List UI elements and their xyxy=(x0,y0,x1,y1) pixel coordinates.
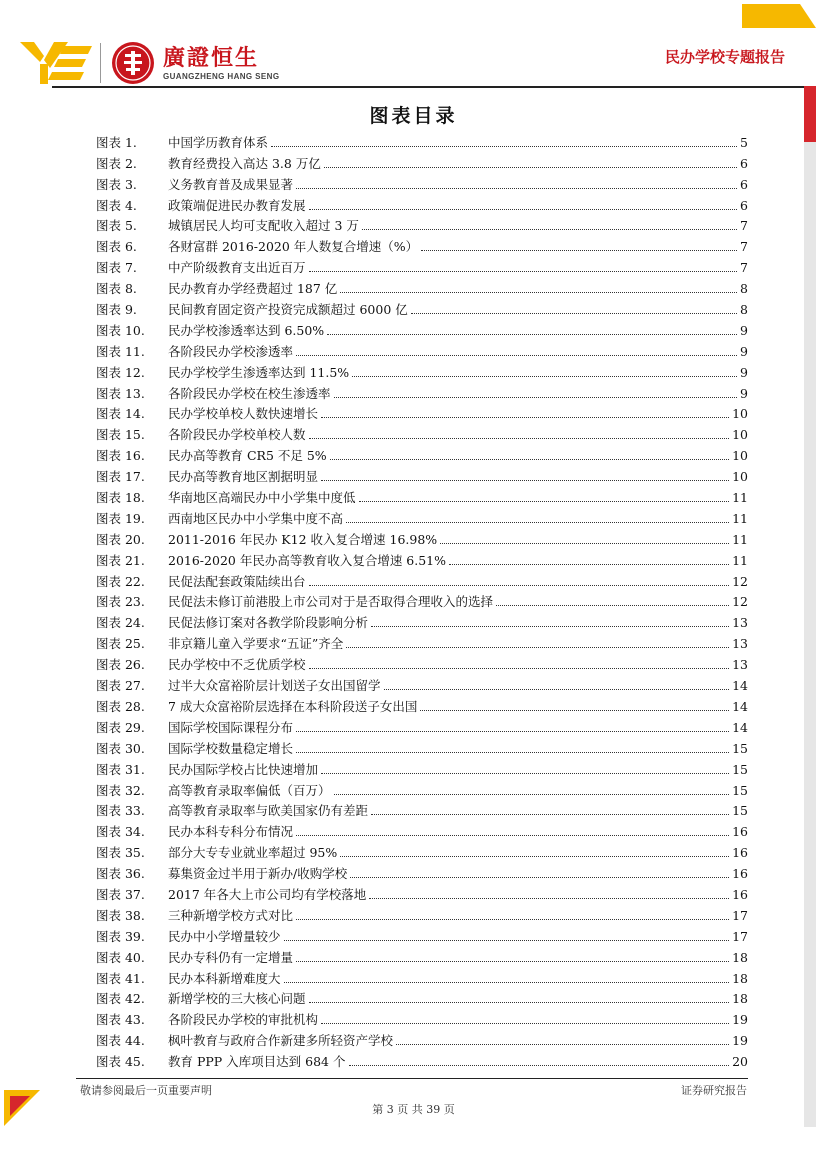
toc-entry[interactable] xyxy=(96,610,748,631)
toc-entry-label: 图表 3. xyxy=(96,176,137,192)
toc-entry-text: 民办本科专科分布情况 xyxy=(168,824,294,840)
toc-entry[interactable] xyxy=(96,1049,748,1070)
toc-entry-label: 图表 39. xyxy=(96,928,145,944)
toc-entry[interactable] xyxy=(96,1028,748,1049)
toc-entry-text: 各阶段民办学校在校生渗透率 xyxy=(168,385,331,401)
toc-entry-page: 7 xyxy=(740,260,748,276)
toc-leader-dots xyxy=(350,877,729,878)
toc-entry-text: 过半大众富裕阶层计划送子女出国留学 xyxy=(168,678,381,694)
toc-entry-label: 图表 15. xyxy=(96,427,145,443)
toc-entry-page: 15 xyxy=(732,740,748,756)
toc-entry[interactable] xyxy=(96,130,748,151)
toc-entry-label: 图表 23. xyxy=(96,594,145,610)
toc-leader-dots xyxy=(309,668,730,669)
toc-entry-label: 图表 31. xyxy=(96,761,145,777)
toc-entry-text: 各阶段民办学校的审批机构 xyxy=(168,1012,319,1028)
toc-leader-dots xyxy=(359,501,730,502)
toc-leader-dots xyxy=(362,229,737,230)
toc-entry-page: 9 xyxy=(740,322,748,338)
toc-entry-text: 民办高等教育 CR5 不足 5% xyxy=(168,448,327,464)
footer-divider xyxy=(76,1078,748,1079)
toc-entry-page: 16 xyxy=(732,866,748,882)
toc-entry[interactable] xyxy=(96,631,748,652)
toc-entry-text: 三种新增学校方式对比 xyxy=(168,907,294,923)
toc-entry-label: 图表 18. xyxy=(96,490,145,506)
toc-entry-page: 6 xyxy=(740,155,748,171)
toc-entry[interactable] xyxy=(96,402,748,423)
toc-entry-page: 13 xyxy=(732,657,748,673)
toc-leader-dots xyxy=(369,898,729,899)
toc-entry-text: 教育 PPP 入库项目达到 684 个 xyxy=(168,1054,346,1070)
toc-entry-page: 11 xyxy=(732,552,748,568)
toc-entry-page: 15 xyxy=(732,782,748,798)
toc-leader-dots xyxy=(296,731,729,732)
toc-entry[interactable] xyxy=(96,652,748,673)
page-number: 第 3 页 共 39 页 xyxy=(372,1103,455,1116)
toc-entry-label: 图表 2. xyxy=(96,155,137,171)
toc-entry-page: 19 xyxy=(732,1012,748,1028)
toc-entry[interactable] xyxy=(96,506,748,527)
toc-entry-text: 民办中小学增量较少 xyxy=(168,928,281,944)
toc-entry-text: 民促法修订案对各教学阶段影响分析 xyxy=(168,615,369,631)
toc-entry-text: 各阶段民办学校渗透率 xyxy=(168,343,294,359)
toc-entry-page: 9 xyxy=(740,385,748,401)
toc-entry[interactable] xyxy=(96,234,748,255)
toc-leader-dots xyxy=(371,626,729,627)
toc-leader-dots xyxy=(296,919,729,920)
toc-entry-text: 民办教育办学经费超过 187 亿 xyxy=(168,281,338,297)
toc-leader-dots xyxy=(309,209,738,210)
toc-entry-label: 图表 36. xyxy=(96,866,145,882)
toc-entry-label: 图表 43. xyxy=(96,1012,145,1028)
toc-entry-page: 7 xyxy=(740,218,748,234)
logo-divider xyxy=(100,43,101,83)
toc-entry-text: 高等教育录取率偏低（百万） xyxy=(168,782,331,798)
toc-entry-label: 图表 41. xyxy=(96,970,145,986)
toc-entry-page: 20 xyxy=(732,1054,748,1070)
toc-leader-dots xyxy=(296,752,729,753)
toc-entry-page: 8 xyxy=(740,281,748,297)
toc-leader-dots xyxy=(296,835,729,836)
toc-entry-label: 图表 19. xyxy=(96,510,145,526)
toc-entry-page: 10 xyxy=(732,469,748,485)
toc-entry-text: 各财富群 2016-2020 年人数复合增速（%） xyxy=(168,239,419,255)
toc-entry-label: 图表 11. xyxy=(96,343,145,359)
toc-entry[interactable] xyxy=(96,464,748,485)
toc-entry-text: 民办专科仍有一定增量 xyxy=(168,949,294,965)
toc-entry-text: 民办国际学校占比快速增加 xyxy=(168,761,319,777)
toc-entry-text: 民办高等教育地区割据明显 xyxy=(168,469,319,485)
toc-title: 图表目录 xyxy=(369,105,458,127)
toc-entry[interactable] xyxy=(96,882,748,903)
toc-leader-dots xyxy=(284,940,730,941)
toc-entry[interactable] xyxy=(96,924,748,945)
toc-leader-dots xyxy=(309,271,738,272)
toc-entry-text: 政策端促进民办教育发展 xyxy=(168,197,306,213)
toc-entry[interactable] xyxy=(96,548,748,569)
toc-entry-text: 国际学校国际课程分布 xyxy=(168,719,294,735)
toc-entry-page: 17 xyxy=(732,907,748,923)
toc-entry-label: 图表 45. xyxy=(96,1054,145,1070)
toc-entry-label: 图表 27. xyxy=(96,678,145,694)
toc-entry-text: 民促法配套政策陆续出台 xyxy=(168,573,306,589)
company-logo xyxy=(20,38,279,88)
toc-entry-text: 民促法未修订前港股上市公司对于是否取得合理收入的选择 xyxy=(168,594,494,610)
toc-entry-label: 图表 24. xyxy=(96,615,145,631)
footer-report-kind: 证券研究报告 xyxy=(681,1084,747,1097)
toc-entry-page: 12 xyxy=(732,573,748,589)
toc-entry[interactable] xyxy=(96,778,748,799)
toc-entry-page: 18 xyxy=(732,970,748,986)
toc-entry-page: 5 xyxy=(740,134,748,150)
toc-leader-dots xyxy=(371,814,729,815)
toc-entry[interactable] xyxy=(96,590,748,611)
toc-leader-dots xyxy=(309,585,730,586)
toc-leader-dots xyxy=(352,376,737,377)
toc-entry-text: 募集资金过半用于新办/收购学校 xyxy=(168,866,348,882)
toc-leader-dots xyxy=(449,564,729,565)
toc-entry-label: 图表 34. xyxy=(96,824,145,840)
toc-entry-label: 图表 16. xyxy=(96,448,145,464)
toc-entry[interactable] xyxy=(96,443,748,464)
toc-leader-dots xyxy=(309,1002,730,1003)
toc-leader-dots xyxy=(384,689,730,690)
toc-entry-label: 图表 28. xyxy=(96,698,145,714)
toc-entry[interactable] xyxy=(96,297,748,318)
toc-entry-label: 图表 6. xyxy=(96,239,137,255)
toc-leader-dots xyxy=(309,438,730,439)
toc-entry-text: 7 成大众富裕阶层选择在本科阶段送子女出国 xyxy=(168,698,418,714)
toc-entry-page: 6 xyxy=(740,176,748,192)
toc-entry[interactable] xyxy=(96,715,748,736)
toc-entry-page: 17 xyxy=(732,928,748,944)
toc-entry[interactable] xyxy=(96,527,748,548)
toc-entry-label: 图表 8. xyxy=(96,281,137,297)
toc-entry-label: 图表 1. xyxy=(96,134,137,150)
toc-entry-page: 13 xyxy=(732,615,748,631)
toc-entry[interactable] xyxy=(96,694,748,715)
toc-leader-dots xyxy=(321,417,729,418)
logo-english-name: GUANGZHENG HANG SENG xyxy=(163,71,280,81)
side-accent-bar xyxy=(804,86,816,1127)
toc-entry-text: 民间教育固定资产投资完成额超过 6000 亿 xyxy=(168,302,408,318)
toc-entry-label: 图表 29. xyxy=(96,719,145,735)
toc-entry-label: 图表 38. xyxy=(96,907,145,923)
toc-entry-page: 10 xyxy=(732,448,748,464)
toc-entry-label: 图表 4. xyxy=(96,197,137,213)
toc-entry-label: 图表 32. xyxy=(96,782,145,798)
toc-leader-dots xyxy=(271,146,737,147)
toc-entry-page: 11 xyxy=(732,531,748,547)
toc-entry-label: 图表 40. xyxy=(96,949,145,965)
toc-leader-dots xyxy=(284,982,730,983)
toc-entry-page: 14 xyxy=(732,678,748,694)
toc-entry[interactable] xyxy=(96,193,748,214)
toc-entry-page: 12 xyxy=(732,594,748,610)
toc-entry-label: 图表 44. xyxy=(96,1033,145,1049)
toc-leader-dots xyxy=(327,334,737,335)
header-accent-fold xyxy=(800,4,816,28)
toc-entry-label: 图表 37. xyxy=(96,886,145,902)
toc-entry[interactable] xyxy=(96,903,748,924)
toc-entry[interactable] xyxy=(96,318,748,339)
guangzheng-seal-icon xyxy=(111,41,155,85)
toc-entry-label: 图表 35. xyxy=(96,845,145,861)
corner-accent-red xyxy=(10,1096,30,1116)
toc-entry-label: 图表 12. xyxy=(96,364,145,380)
toc-entry-text: 2017 年各大上市公司均有学校落地 xyxy=(168,886,367,902)
toc-entry-label: 图表 7. xyxy=(96,260,137,276)
toc-entry-text: 非京籍儿童入学要求“五证”齐全 xyxy=(168,636,344,652)
header-divider xyxy=(52,86,804,88)
toc-leader-dots xyxy=(321,773,729,774)
toc-entry[interactable] xyxy=(96,422,748,443)
toc-entry-label: 图表 17. xyxy=(96,469,145,485)
toc-leader-dots xyxy=(411,313,737,314)
report-type-label: 民办学校专题报告 xyxy=(664,48,785,66)
toc-entry-text: 2016-2020 年民办高等教育收入复合增速 6.51% xyxy=(168,552,447,568)
toc-entry-text: 华南地区高端民办中小学集中度低 xyxy=(168,490,356,506)
toc-leader-dots xyxy=(296,355,737,356)
toc-entry-text: 高等教育录取率与欧美国家仍有差距 xyxy=(168,803,369,819)
toc-entry-text: 民办学校渗透率达到 6.50% xyxy=(168,322,325,338)
toc-leader-dots xyxy=(330,459,729,460)
toc-leader-dots xyxy=(421,250,737,251)
toc-entry-label: 图表 20. xyxy=(96,531,145,547)
toc-entry-text: 民办本科新增难度大 xyxy=(168,970,281,986)
toc-entry[interactable] xyxy=(96,381,748,402)
toc-entry-label: 图表 22. xyxy=(96,573,145,589)
toc-leader-dots xyxy=(340,856,729,857)
toc-entry-page: 11 xyxy=(732,510,748,526)
toc-entry[interactable] xyxy=(96,172,748,193)
toc-entry[interactable] xyxy=(96,1007,748,1028)
toc-entry-label: 图表 26. xyxy=(96,657,145,673)
toc-entry-page: 16 xyxy=(732,845,748,861)
toc-entry-text: 各阶段民办学校单校人数 xyxy=(168,427,306,443)
toc-entry-text: 民办学校中不乏优质学校 xyxy=(168,657,306,673)
logo-chinese-name: 廣證恒生 xyxy=(163,45,260,71)
toc-entry-text: 民办学校单校人数快速增长 xyxy=(168,406,319,422)
toc-entry[interactable] xyxy=(96,861,748,882)
toc-entry-page: 9 xyxy=(740,364,748,380)
toc-leader-dots xyxy=(420,710,729,711)
toc-leader-dots xyxy=(296,961,729,962)
toc-leader-dots xyxy=(496,605,729,606)
toc-entry[interactable] xyxy=(96,339,748,360)
toc-leader-dots xyxy=(346,522,729,523)
toc-entry-label: 图表 21. xyxy=(96,552,145,568)
toc-entry-text: 中产阶级教育支出近百万 xyxy=(168,260,306,276)
toc-entry-page: 16 xyxy=(732,824,748,840)
toc-entry-page: 13 xyxy=(732,636,748,652)
toc-leader-dots xyxy=(334,397,738,398)
toc-entry-label: 图表 30. xyxy=(96,740,145,756)
toc-entry[interactable] xyxy=(96,757,748,778)
toc-entry[interactable] xyxy=(96,673,748,694)
toc-entry-page: 9 xyxy=(740,343,748,359)
toc-leader-dots xyxy=(349,1065,730,1066)
toc-entry-label: 图表 13. xyxy=(96,385,145,401)
toc-leader-dots xyxy=(396,1044,729,1045)
toc-entry[interactable] xyxy=(96,485,748,506)
toc-leader-dots xyxy=(340,292,737,293)
toc-entry-page: 10 xyxy=(732,406,748,422)
toc-entry[interactable] xyxy=(96,214,748,235)
toc-leader-dots xyxy=(334,794,730,795)
toc-entry-text: 国际学校数量稳定增长 xyxy=(168,740,294,756)
toc-entry-page: 18 xyxy=(732,991,748,1007)
toc-entry[interactable] xyxy=(96,966,748,987)
toc-entry-label: 图表 10. xyxy=(96,322,145,338)
toc-entry-label: 图表 42. xyxy=(96,991,145,1007)
toc-entry[interactable] xyxy=(96,840,748,861)
toc-entry[interactable] xyxy=(96,151,748,172)
toc-entry[interactable] xyxy=(96,819,748,840)
toc-entry-label: 图表 5. xyxy=(96,218,137,234)
toc-entry-page: 14 xyxy=(732,698,748,714)
toc-entry-text: 中国学历教育体系 xyxy=(168,134,269,150)
toc-entry-text: 教育经费投入高达 3.8 万亿 xyxy=(168,155,321,171)
toc-entry-text: 西南地区民办中小学集中度不高 xyxy=(168,510,344,526)
toc-entry-page: 10 xyxy=(732,427,748,443)
toc-leader-dots xyxy=(346,647,729,648)
toc-entry-text: 枫叶教育与政府合作新建多所轻资产学校 xyxy=(168,1033,394,1049)
toc-entry[interactable] xyxy=(96,360,748,381)
toc-leader-dots xyxy=(296,188,737,189)
toc-entry-label: 图表 14. xyxy=(96,406,145,422)
footer-disclaimer: 敬请参阅最后一页重要声明 xyxy=(80,1084,212,1097)
toc-leader-dots xyxy=(440,543,729,544)
toc-entry[interactable] xyxy=(96,255,748,276)
toc-entry-page: 7 xyxy=(740,239,748,255)
toc-entry[interactable] xyxy=(96,569,748,590)
toc-entry-page: 19 xyxy=(732,1033,748,1049)
toc-entry-text: 2011-2016 年民办 K12 收入复合增速 16.98% xyxy=(168,531,438,547)
toc-entry-text: 新增学校的三大核心问题 xyxy=(168,991,306,1007)
toc-entry-page: 16 xyxy=(732,886,748,902)
toc-entry-text: 民办学校学生渗透率达到 11.5% xyxy=(168,364,350,380)
toc-entry-page: 15 xyxy=(732,803,748,819)
chart-index-list xyxy=(96,130,748,1070)
toc-entry-text: 部分大专专业就业率超过 95% xyxy=(168,845,338,861)
toc-entry[interactable] xyxy=(96,945,748,966)
toc-entry-page: 18 xyxy=(732,949,748,965)
toc-entry-page: 8 xyxy=(740,302,748,318)
toc-entry[interactable] xyxy=(96,276,748,297)
toc-entry[interactable] xyxy=(96,736,748,757)
toc-entry-page: 14 xyxy=(732,719,748,735)
toc-leader-dots xyxy=(321,1023,729,1024)
toc-leader-dots xyxy=(321,480,729,481)
ye-logo-icon xyxy=(20,42,92,84)
toc-entry-page: 6 xyxy=(740,197,748,213)
toc-entry[interactable] xyxy=(96,987,748,1008)
toc-entry[interactable] xyxy=(96,799,748,820)
toc-entry-label: 图表 9. xyxy=(96,302,137,318)
toc-entry-text: 义务教育普及成果显著 xyxy=(168,176,294,192)
toc-entry-page: 11 xyxy=(732,490,748,506)
toc-entry-label: 图表 25. xyxy=(96,636,145,652)
toc-entry-page: 15 xyxy=(732,761,748,777)
toc-entry-label: 图表 33. xyxy=(96,803,145,819)
toc-entry-text: 城镇居民人均可支配收入超过 3 万 xyxy=(168,218,359,234)
toc-leader-dots xyxy=(324,167,737,168)
